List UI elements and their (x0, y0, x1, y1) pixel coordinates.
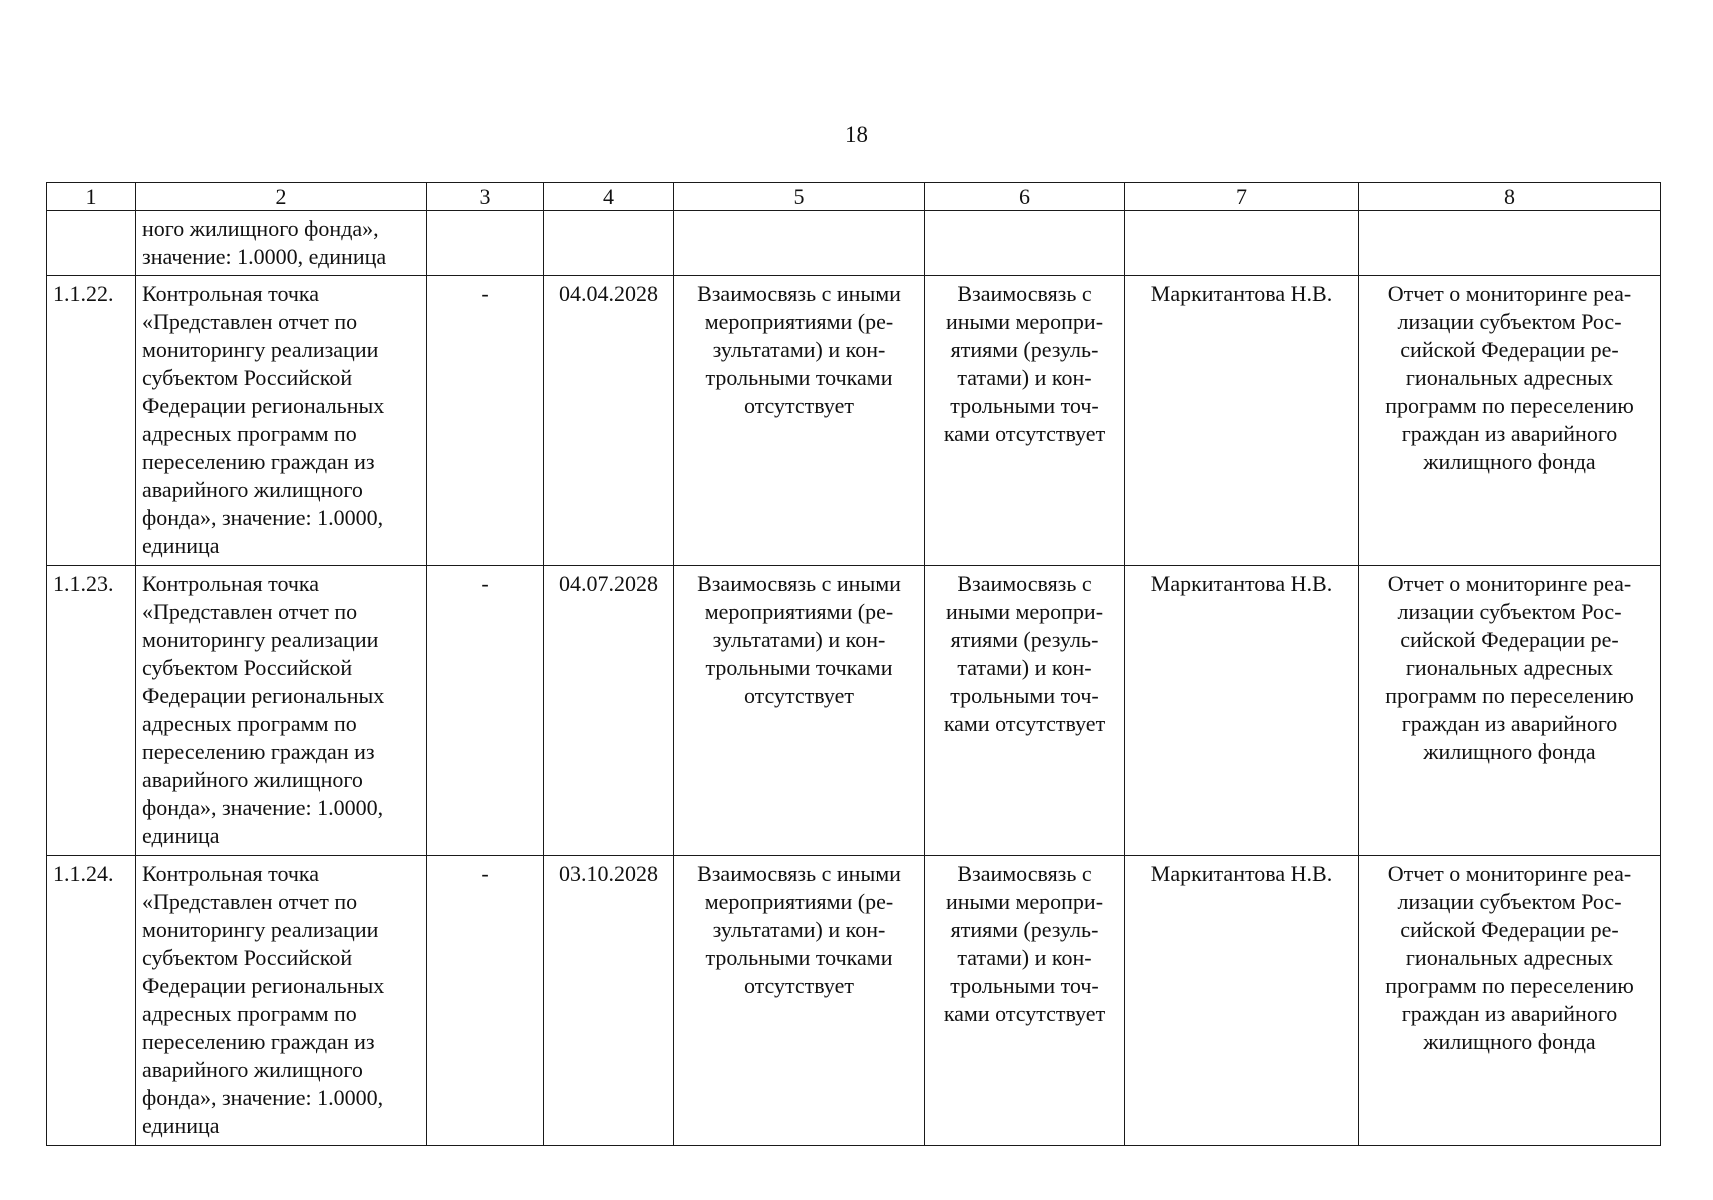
cell-successor: Взаимосвязь с иными меропри-ятиями (резуль-татами) и кон-трольными точ-ками отсутствует (925, 566, 1125, 856)
cell-responsible: Маркитантова Н.В. (1125, 566, 1359, 856)
cell-document: Отчет о мониторинге реа-лизации субъектом Рос-сийской Федерации ре-гиональных адресных программ по переселению граждан из аварийного жилищного фонда (1359, 276, 1661, 566)
table-row (47, 856, 1661, 1146)
cell-predecessor: Взаимосвязь с иными мероприятиями (ре-зультатами) и кон-трольными точками отсутствует (674, 856, 925, 1146)
table-row-continuation (47, 211, 1661, 276)
cell-base-value: - (427, 276, 544, 566)
cell-successor (925, 211, 1125, 276)
cell-predecessor (674, 211, 925, 276)
cell-name: ного жилищного фонда», значение: 1.0000, единица (136, 211, 427, 276)
cell-predecessor: Взаимосвязь с иными мероприятиями (ре-зультатами) и кон-трольными точками отсутствует (674, 276, 925, 566)
header-col-4: 4 (544, 183, 674, 211)
plan-table (46, 182, 1661, 1146)
cell-date: 04.04.2028 (544, 276, 674, 566)
page-number: 18 (845, 122, 868, 147)
cell-base-value: - (427, 856, 544, 1146)
cell-responsible: Маркитантова Н.В. (1125, 276, 1359, 566)
cell-successor: Взаимосвязь с иными меропри-ятиями (резуль-татами) и кон-трольными точ-ками отсутствует (925, 276, 1125, 566)
cell-date: 04.07.2028 (544, 566, 674, 856)
table-header-row (47, 183, 1661, 211)
cell-base-value (427, 211, 544, 276)
cell-number: 1.1.22. (47, 276, 136, 566)
header-col-2: 2 (136, 183, 427, 211)
cell-date: 03.10.2028 (544, 856, 674, 1146)
cell-document: Отчет о мониторинге реа-лизации субъектом Рос-сийской Федерации ре-гиональных адресных программ по переселению граждан из аварийного жилищного фонда (1359, 856, 1661, 1146)
header-col-1: 1 (47, 183, 136, 211)
cell-number: 1.1.24. (47, 856, 136, 1146)
cell-name: Контрольная точка «Представлен отчет по мониторингу реализации субъектом Российской Федерации региональных адресных программ по переселению граждан из аварийного жилищного фонда», значение: 1.0000, единица (136, 566, 427, 856)
cell-number: 1.1.23. (47, 566, 136, 856)
cell-name: Контрольная точка «Представлен отчет по мониторингу реализации субъектом Российской Федерации региональных адресных программ по переселению граждан из аварийного жилищного фонда», значение: 1.0000, единица (136, 276, 427, 566)
cell-successor: Взаимосвязь с иными меропри-ятиями (резуль-татами) и кон-трольными точ-ками отсутствует (925, 856, 1125, 1146)
header-col-5: 5 (674, 183, 925, 211)
header-col-7: 7 (1125, 183, 1359, 211)
table-row (47, 276, 1661, 566)
cell-document: Отчет о мониторинге реа-лизации субъектом Рос-сийской Федерации ре-гиональных адресных программ по переселению граждан из аварийного жилищного фонда (1359, 566, 1661, 856)
table-row (47, 566, 1661, 856)
cell-number (47, 211, 136, 276)
cell-responsible (1125, 211, 1359, 276)
cell-name: Контрольная точка «Представлен отчет по мониторингу реализации субъектом Российской Федерации региональных адресных программ по переселению граждан из аварийного жилищного фонда», значение: 1.0000, единица (136, 856, 427, 1146)
cell-predecessor: Взаимосвязь с иными мероприятиями (ре-зультатами) и кон-трольными точками отсутствует (674, 566, 925, 856)
cell-document (1359, 211, 1661, 276)
cell-date (544, 211, 674, 276)
cell-responsible: Маркитантова Н.В. (1125, 856, 1359, 1146)
cell-base-value: - (427, 566, 544, 856)
header-col-8: 8 (1359, 183, 1661, 211)
header-col-3: 3 (427, 183, 544, 211)
header-col-6: 6 (925, 183, 1125, 211)
